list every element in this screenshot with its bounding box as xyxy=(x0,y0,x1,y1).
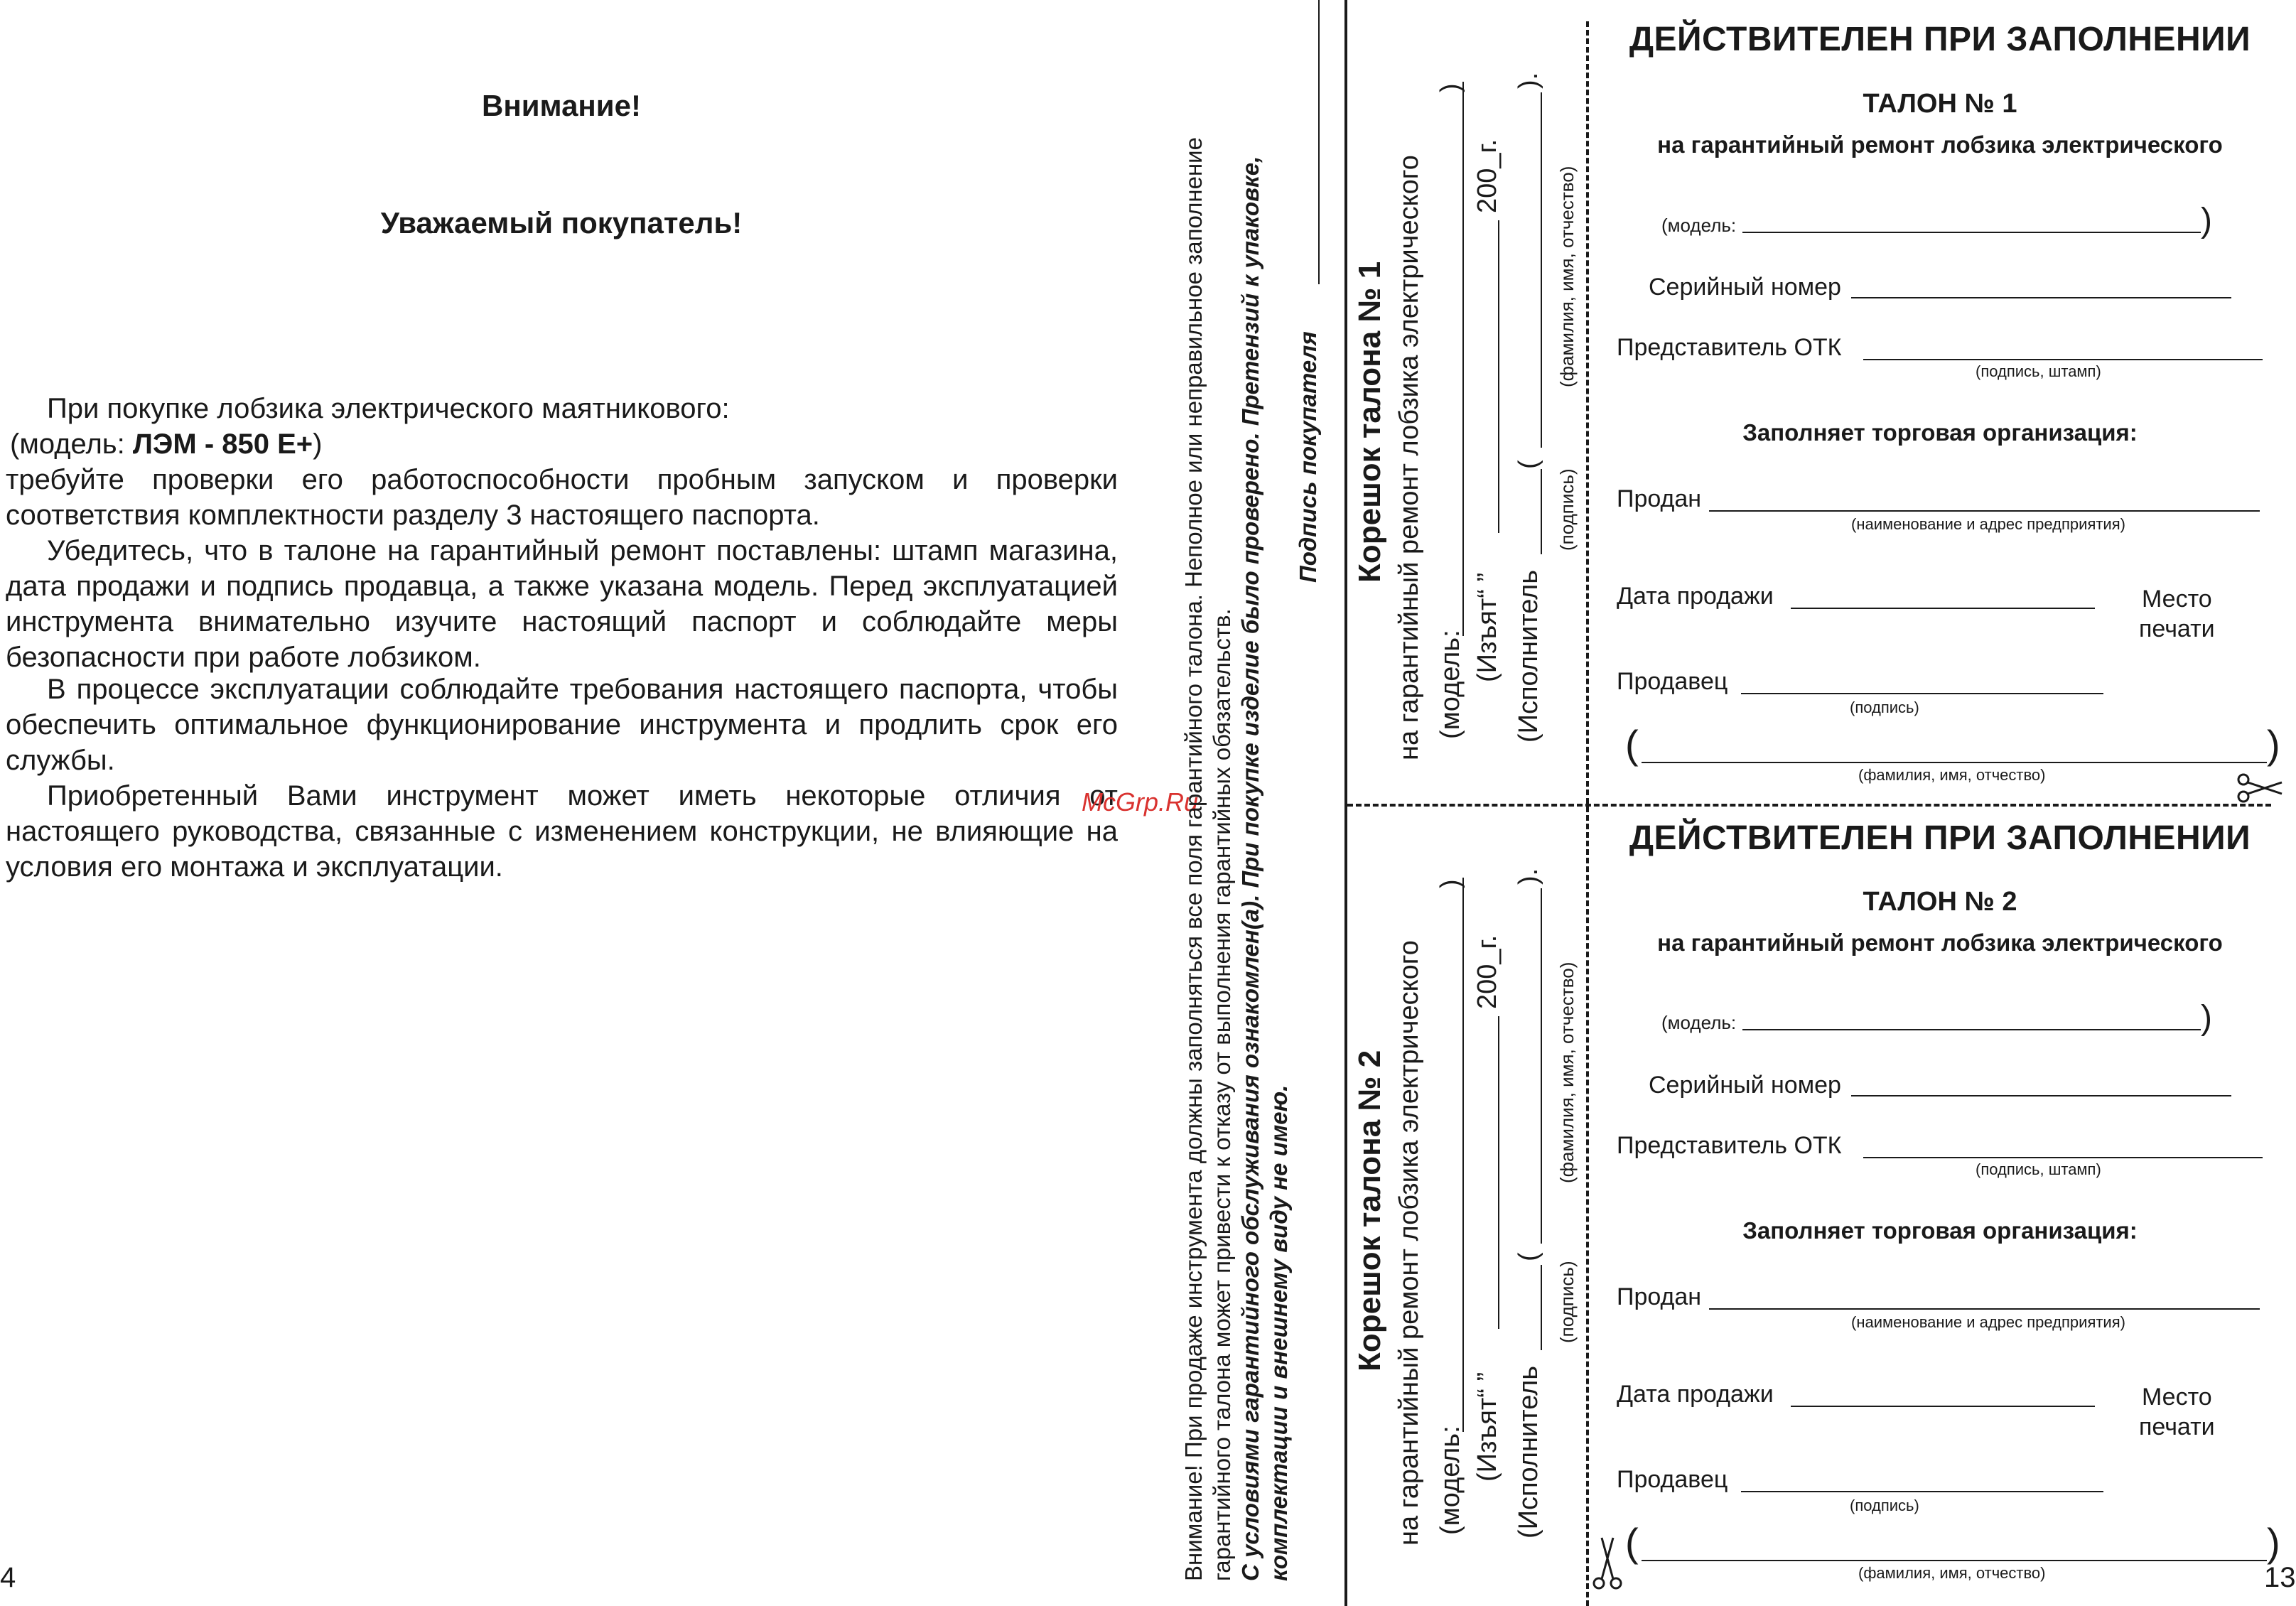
coupon-2-valid: ДЕЙСТВИТЕЛЕН ПРИ ЗАПОЛНЕНИИ xyxy=(1629,819,2251,857)
stub-1-date: (Изъят“ ” xyxy=(1472,572,1502,682)
coupon-1-model-end: ) xyxy=(2201,202,2212,239)
coupon-1-valid: ДЕЙСТВИТЕЛЕН ПРИ ЗАПОЛНЕНИИ xyxy=(1629,21,2251,58)
scissors-icon xyxy=(1592,1535,1623,1592)
stub-1-model-line xyxy=(1462,82,1464,636)
buyer-signature-line xyxy=(1318,0,1320,284)
coupon-2-name-hint: (фамилия, имя, отчество) xyxy=(1858,1564,2046,1582)
stub-2-sign-line xyxy=(1541,1265,1542,1350)
notice-block xyxy=(1180,137,1293,1581)
coupon-2-model-end: ) xyxy=(2201,999,2212,1037)
coupon-2-date-field[interactable] xyxy=(1791,1406,2095,1407)
stub-2-paren: ( xyxy=(1514,1252,1543,1261)
coupon-1-stamp-1: Место xyxy=(2141,586,2212,613)
coupon-2-model-label: (модель: xyxy=(1661,1012,1737,1033)
coupon-1-sold-hint: (наименование и адрес предприятия) xyxy=(1851,515,2125,533)
coupon-1-open-paren: ( xyxy=(1625,722,1639,767)
stub-2-name-line xyxy=(1541,888,1542,1244)
cut-line-horizontal xyxy=(1347,804,2271,807)
stub-2-model-end: ) xyxy=(1435,879,1465,888)
page-number-left: 4 xyxy=(0,1562,16,1593)
coupon-1-otk-field[interactable] xyxy=(1863,359,2263,360)
stub-1-date-line xyxy=(1498,220,1499,533)
coupon-1-otk-label: Представитель ОТК xyxy=(1617,334,1842,361)
coupon-1-serial-label: Серийный номер xyxy=(1649,274,1841,301)
coupon-1-date-field[interactable] xyxy=(1791,608,2095,609)
scissors-icon xyxy=(2235,772,2285,804)
stub-1-sign-hint: (подпись) xyxy=(1556,468,1578,551)
stub-2-date-line xyxy=(1498,1016,1499,1329)
coupon-2-sold-field[interactable] xyxy=(1709,1308,2260,1310)
stub-2-name-hint: (фамилия, имя, отчество) xyxy=(1556,961,1578,1183)
coupon-1-sold-label: Продан xyxy=(1617,485,1702,512)
stub-1-subtitle: на гарантийный ремонт лобзика электрического xyxy=(1394,155,1424,760)
model-line xyxy=(10,426,1122,462)
stub-1-sign-line xyxy=(1541,469,1542,554)
coupon-2-close-paren: ) xyxy=(2267,1520,2280,1565)
stub-1-end: ). xyxy=(1514,72,1543,89)
stub-2-sign-hint: (подпись) xyxy=(1556,1261,1578,1343)
stub-1-paren: ( xyxy=(1514,460,1543,469)
coupon-1-stamp-2: печати xyxy=(2139,615,2215,642)
paragraph-4: Приобретенный Вами инструмент может иметь некоторые отличия от настоящего руководства, связанные с изменением конструкции, не влияющие на условия его монтажа и эксплуатации. xyxy=(6,780,1118,883)
stub-2-end: ). xyxy=(1514,868,1543,885)
notice-line-4: комплектации и внешнему виду не имею. xyxy=(1266,1084,1292,1581)
coupon-1-trade-heading: Заполняет торговая организация: xyxy=(1742,419,2138,446)
stub-1-title: Корешок талона № 1 xyxy=(1352,261,1387,583)
model-suffix: ) xyxy=(313,429,323,460)
stub-2-executor: (Исполнитель xyxy=(1514,1365,1543,1538)
coupon-1-model-label: (модель: xyxy=(1661,215,1737,236)
stub-2-title: Корешок талона № 2 xyxy=(1352,1050,1387,1371)
coupon-2-otk-field[interactable] xyxy=(1863,1157,2263,1158)
coupon-1-seller-hint: (подпись) xyxy=(1850,699,1919,716)
page-divider xyxy=(1344,0,1347,1606)
watermark: McGrp.Ru xyxy=(1082,787,1199,817)
stub-1-year: 200_г. xyxy=(1472,139,1502,213)
coupon-1-otk-hint: (подпись, штамп) xyxy=(1976,362,2101,380)
coupon-1-title: ТАЛОН № 1 xyxy=(1863,89,2017,119)
coupon-1-seller-label: Продавец xyxy=(1617,668,1728,695)
notice-line-1: Внимание! При продаже инструмента должны заполняться все поля гарантийного талона. Неполное или неправильное заполнение xyxy=(1180,137,1207,1581)
stub-2-model: (модель: xyxy=(1435,1426,1465,1535)
stub-1-executor: (Исполнитель xyxy=(1514,569,1543,743)
page-number-right: 13 xyxy=(2264,1562,2296,1593)
coupon-1-model-field[interactable] xyxy=(1742,232,2201,233)
stub-2-year: 200_г. xyxy=(1472,934,1502,1009)
coupon-1-seller-field[interactable] xyxy=(1741,693,2103,694)
coupon-2-seller-hint: (подпись) xyxy=(1850,1497,1919,1514)
coupon-2-stamp xyxy=(2139,1382,2215,1442)
stub-1-name-line xyxy=(1541,92,1542,448)
stub-2-date: (Изъят“ ” xyxy=(1472,1371,1502,1482)
stub-1-model: (модель: xyxy=(1435,630,1465,739)
model-name: ЛЭМ - 850 Е+ xyxy=(132,429,313,460)
coupon-2-serial-label: Серийный номер xyxy=(1649,1072,1841,1099)
intro-line: При покупке лобзика электрического маятникового: xyxy=(47,393,730,424)
coupon-2-name-field[interactable] xyxy=(1642,1560,2267,1561)
coupon-1-stamp xyxy=(2139,584,2215,644)
stub-2-subtitle: на гарантийный ремонт лобзика электрического xyxy=(1394,940,1424,1546)
stub-1-name-hint: (фамилия, имя, отчество) xyxy=(1556,166,1578,387)
stub-2-model-line xyxy=(1462,878,1464,1432)
notice-line-2: гарантийного талона может привести к отказу от выполнения гарантийных обязательств. xyxy=(1209,608,1235,1581)
paragraph-1: требуйте проверки его работоспособности пробным запуском и проверки соответствия комплектности разделу 3 настоящего паспорта. xyxy=(6,464,1118,531)
coupon-2-title: ТАЛОН № 2 xyxy=(1863,887,2017,917)
coupon-2-open-paren: ( xyxy=(1625,1520,1639,1565)
coupon-2-for: на гарантийный ремонт лобзика электрического xyxy=(1657,929,2223,956)
paragraph-2: Убедитесь, что в талоне на гарантийный ремонт поставлены: штамп магазина, дата продажи и подпись продавца, а также указана модель. Перед эксплуатацией инструмента внимательно изучите настоящий паспорт и соблюдайте меры безопасности при работе лобзиком. xyxy=(6,535,1118,673)
coupon-2-stamp-1: Место xyxy=(2141,1384,2212,1411)
coupon-1-name-hint: (фамилия, имя, отчество) xyxy=(1858,766,2046,784)
coupon-2-stamp-2: печати xyxy=(2139,1413,2215,1440)
coupon-2-date-label: Дата продажи xyxy=(1617,1381,1774,1408)
attention-heading: Внимание! xyxy=(482,89,641,122)
model-prefix: (модель: xyxy=(10,429,133,460)
coupon-1-serial-field[interactable] xyxy=(1851,297,2231,298)
coupon-1-close-paren: ) xyxy=(2267,722,2280,767)
greeting-heading: Уважаемый покупатель! xyxy=(380,206,743,239)
coupon-2-trade-heading: Заполняет торговая организация: xyxy=(1742,1217,2138,1244)
coupon-2-model-field[interactable] xyxy=(1742,1029,2201,1030)
cut-line-vertical xyxy=(1586,21,1589,1606)
coupon-2-seller-field[interactable] xyxy=(1741,1491,2103,1492)
notice-line-3: С условиями гарантийного обслуживания ознакомлен(а). При покупке изделие было проверено. Претензий к упаковке, xyxy=(1237,156,1263,1581)
coupon-2-serial-field[interactable] xyxy=(1851,1095,2231,1096)
coupon-2-seller-label: Продавец xyxy=(1617,1466,1728,1493)
coupon-2-sold-hint: (наименование и адрес предприятия) xyxy=(1851,1313,2125,1331)
buyer-signature-label: Подпись покупателя xyxy=(1295,331,1321,583)
stub-1-model-end: ) xyxy=(1435,83,1465,92)
coupon-2-sold-label: Продан xyxy=(1617,1283,1702,1310)
coupon-2-otk-hint: (подпись, штамп) xyxy=(1976,1160,2101,1178)
coupon-1-name-field[interactable] xyxy=(1642,762,2267,763)
coupon-2-otk-label: Представитель ОТК xyxy=(1617,1132,1842,1159)
coupon-1-for: на гарантийный ремонт лобзика электрического xyxy=(1657,131,2223,158)
coupon-1-date-label: Дата продажи xyxy=(1617,583,1774,610)
paragraph-3: В процессе эксплуатации соблюдайте требования настоящего паспорта, чтобы обеспечить оптимальное функционирование инструмента и продлить срок его службы. xyxy=(6,674,1118,776)
coupon-1-sold-field[interactable] xyxy=(1709,510,2260,512)
